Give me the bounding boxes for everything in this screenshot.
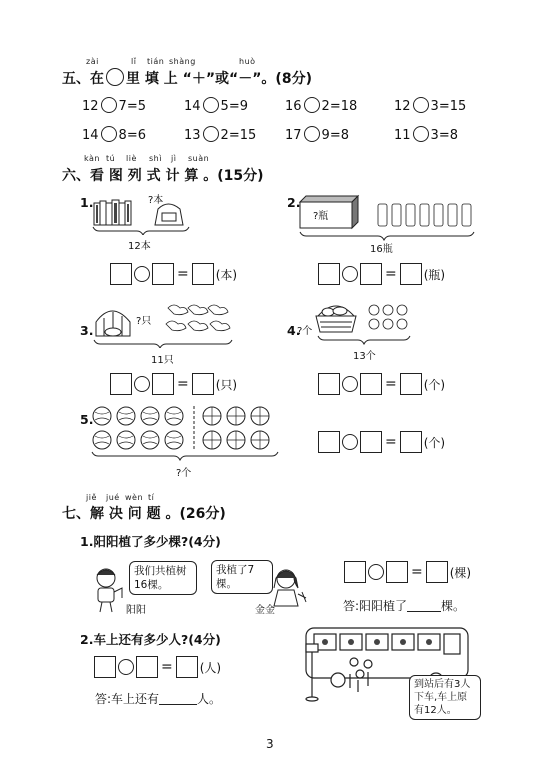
problem2-total: 16瓶 — [370, 244, 393, 255]
problem3-number: 3. — [80, 323, 94, 338]
problem1-number: 1. — [80, 195, 94, 210]
pinyin-shang: shàng — [169, 57, 196, 66]
answer-blank[interactable] — [159, 692, 197, 705]
pinyin-kan: kàn — [84, 154, 100, 163]
eq-2-4: 11 3=8 — [394, 128, 458, 143]
page-number: 3 — [266, 737, 274, 751]
pinyin-lie: liè — [126, 154, 137, 163]
pinyin-wen: wèn — [125, 493, 144, 502]
answer-box[interactable] — [400, 431, 422, 453]
problem1-equation: = (本) — [110, 263, 237, 285]
answer-box[interactable] — [152, 263, 174, 285]
eq-2-2: 13 2=15 — [184, 128, 257, 143]
answer-box[interactable] — [400, 373, 422, 395]
section6-title: 六、看 图 列 式 计 算 。(15分) — [62, 168, 264, 184]
answer-box[interactable] — [136, 656, 158, 678]
section5-title — [62, 68, 312, 88]
answer-circle[interactable] — [203, 97, 219, 113]
q2-answer: 答:车上还有 人。 — [95, 692, 222, 706]
eq-2-1: 14 8=6 — [82, 128, 146, 143]
pinyin-ji: jì — [171, 154, 177, 163]
pinyin-zai: zài — [86, 57, 99, 66]
answer-box[interactable] — [344, 561, 366, 583]
problem4-number: 4. — [287, 323, 301, 338]
box-label: ?瓶 — [313, 211, 329, 222]
problem4-total: 13个 — [353, 351, 376, 362]
answer-circle[interactable] — [413, 126, 429, 142]
answer-box[interactable] — [400, 263, 422, 285]
answer-circle[interactable] — [304, 97, 320, 113]
answer-box[interactable] — [360, 373, 382, 395]
answer-box[interactable] — [110, 373, 132, 395]
eq-1-2: 14 5=9 — [184, 99, 248, 114]
answer-blank[interactable] — [407, 599, 441, 612]
problem1-question: ?本 — [148, 195, 164, 206]
problem2-equation: = (瓶) — [318, 263, 445, 285]
answer-circle[interactable] — [101, 126, 117, 142]
name-yangyang: 阳阳 — [126, 605, 146, 616]
pinyin-huo: huò — [239, 57, 256, 66]
answer-box[interactable] — [192, 263, 214, 285]
q1-equation: = (棵) — [344, 561, 471, 583]
pinyin-shi: shì — [149, 154, 162, 163]
answer-circle[interactable] — [203, 126, 219, 142]
problem5-total: ?个 — [176, 468, 192, 479]
problem4-equation: = (个) — [318, 373, 445, 395]
unit-label: (棵) — [449, 565, 472, 580]
q1-text: 1.阳阳植了多少棵?(4分) — [80, 534, 221, 549]
answer-box[interactable] — [318, 263, 340, 285]
bus-bubble: 到站后有3人下车,车上原有12人。 — [409, 675, 481, 720]
unit-label: (只) — [215, 377, 238, 392]
answer-box[interactable] — [318, 373, 340, 395]
books-and-bag-illustration — [92, 195, 202, 235]
answer-box[interactable] — [94, 656, 116, 678]
pinyin-tian: tián — [147, 57, 165, 66]
operator-circle[interactable] — [134, 266, 150, 282]
basket-and-apples-illustration — [312, 298, 422, 348]
operator-circle[interactable] — [134, 376, 150, 392]
circle-symbol — [106, 68, 124, 86]
pinyin-jie: jiě — [86, 493, 97, 502]
section7-title: 七、解 决 问 题 。(26分) — [62, 506, 226, 522]
balls-illustration — [90, 404, 280, 464]
answer-circle[interactable] — [101, 97, 117, 113]
answer-circle[interactable] — [413, 97, 429, 113]
operator-circle[interactable] — [342, 266, 358, 282]
answer-box[interactable] — [110, 263, 132, 285]
problem4-question: ?个 — [297, 326, 313, 337]
problem2-number: 2. — [287, 195, 301, 210]
eq-2-3: 17 9=8 — [285, 128, 349, 143]
q1-answer: 答:阳阳植了 棵。 — [343, 599, 466, 613]
eq-1-4: 12 3=15 — [394, 99, 467, 114]
answer-box[interactable] — [192, 373, 214, 395]
answer-box[interactable] — [386, 561, 408, 583]
problem5-number: 5. — [80, 412, 94, 427]
problem3-equation: = (只) — [110, 373, 237, 395]
problem1-total: 12本 — [128, 241, 151, 252]
section5-title-rest: 里 填 上 “＋”或“－”。(8分) — [126, 71, 312, 87]
answer-box[interactable] — [318, 431, 340, 453]
unit-label: (个) — [423, 435, 446, 450]
problem5-equation: = (个) — [318, 431, 445, 453]
boy-yangyang-illustration — [88, 566, 128, 616]
name-jinjin: 金金 — [255, 605, 275, 616]
unit-label: (个) — [423, 377, 446, 392]
eq-1-1: 12 7=5 — [82, 99, 146, 114]
answer-box[interactable] — [176, 656, 198, 678]
pinyin-jue: jué — [106, 493, 120, 502]
problem3-total: 11只 — [151, 355, 174, 366]
operator-circle[interactable] — [342, 434, 358, 450]
section5-title-prefix: 五、在 — [62, 71, 104, 87]
bubble-jinjin: 我植了7棵。 — [211, 560, 273, 594]
operator-circle[interactable] — [118, 659, 134, 675]
problem3-question: ?只 — [136, 316, 152, 327]
q2-text: 2.车上还有多少人?(4分) — [80, 632, 221, 647]
bubble-yangyang: 我们共植树16棵。 — [129, 561, 197, 595]
cage-and-birds-illustration — [92, 298, 252, 348]
answer-circle[interactable] — [304, 126, 320, 142]
unit-label: (瓶) — [423, 267, 446, 282]
pinyin-tu: tú — [106, 154, 116, 163]
answer-box[interactable] — [360, 431, 382, 453]
operator-circle[interactable] — [342, 376, 358, 392]
pinyin-suan: suàn — [188, 154, 210, 163]
pinyin-ti: tí — [148, 493, 155, 502]
answer-box[interactable] — [426, 561, 448, 583]
operator-circle[interactable] — [368, 564, 384, 580]
q2-equation: = (人) — [94, 656, 221, 678]
answer-box[interactable] — [360, 263, 382, 285]
answer-box[interactable] — [152, 373, 174, 395]
eq-1-3: 16 2=18 — [285, 99, 358, 114]
unit-label: (本) — [215, 267, 238, 282]
unit-label: (人) — [199, 660, 222, 675]
pinyin-li: lǐ — [131, 57, 137, 66]
